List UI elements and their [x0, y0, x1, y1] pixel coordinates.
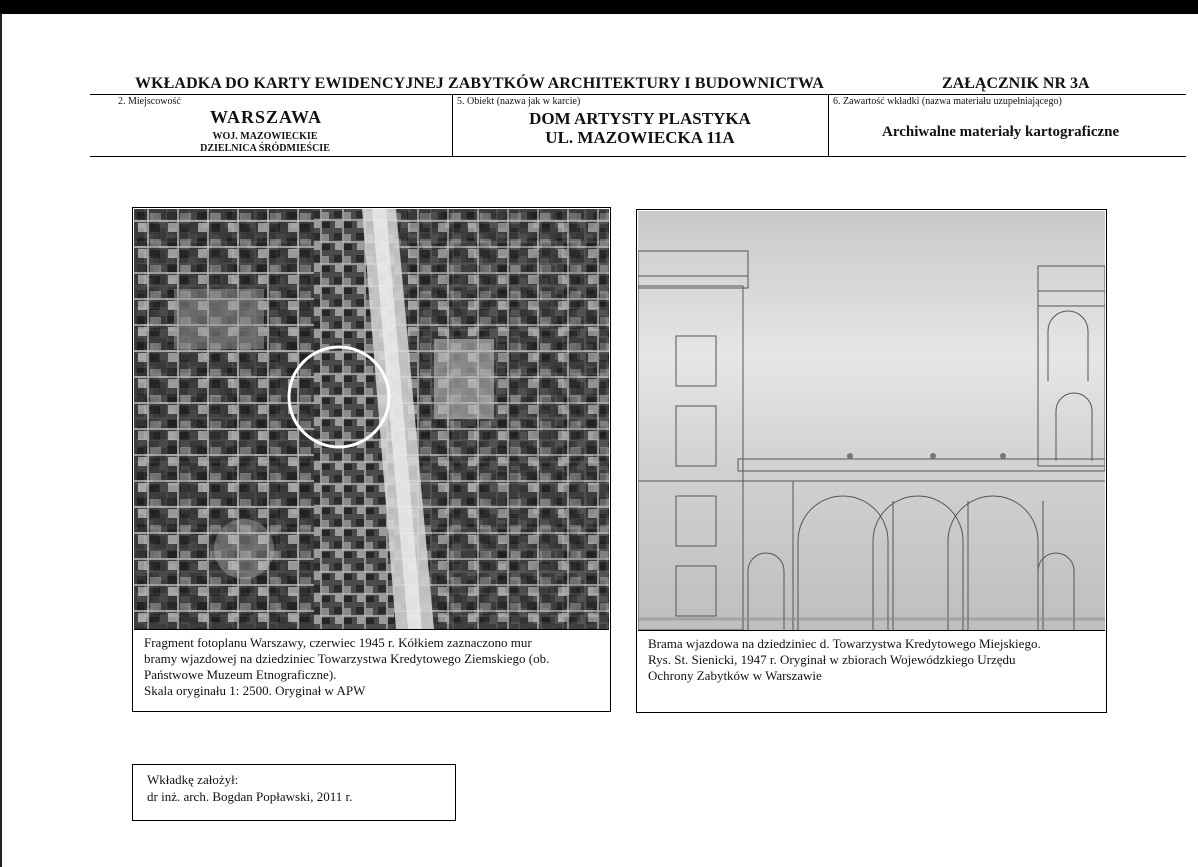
header-divider-2 [828, 94, 829, 156]
header-rule-top [90, 94, 1186, 95]
object-address: UL. MAZOWIECKA 11A [545, 128, 735, 147]
architectural-drawing [638, 211, 1105, 631]
author-box [132, 764, 456, 821]
voivodeship: WOJ. MAZOWIECKIE [212, 131, 318, 142]
aerial-caption-line-1: Fragment fotoplanu Warszawy, czerwiec 1945 r. Kółkiem zaznaczono mur [144, 635, 532, 650]
drawing-caption-line-3: Ochrony Zabytków w Warszawie [648, 668, 822, 683]
aerial-caption-line-2: bramy wjazdowej na dziedziniec Towarzystwa Kredytowego Ziemskiego (ob. [144, 651, 550, 666]
city-name: WARSZAWA [210, 107, 323, 127]
scan-left-border [0, 14, 2, 867]
object-label: 5. Obiekt (nazwa jak w karcie) [457, 96, 581, 107]
scan-top-border [0, 0, 1198, 14]
author-label: Wkładkę założył: [147, 772, 239, 787]
document-title: WKŁADKA DO KARTY EWIDENCYJNEJ ZABYTKÓW ARCHITEKTURY I BUDOWNICTWA [135, 75, 824, 92]
drawing-caption-line-2: Rys. St. Sienicki, 1947 r. Oryginał w zbiorach Wojewódzkiego Urzędu [648, 652, 1016, 667]
annex-number: ZAŁĄCZNIK NR 3A [942, 75, 1090, 92]
location-label: 2. Miejscowość [118, 96, 181, 107]
header-rule-bottom [90, 156, 1186, 157]
aerial-caption-line-4: Skala oryginału 1: 2500. Oryginał w APW [144, 683, 366, 698]
header-divider-1 [452, 94, 453, 156]
insert-content: Archiwalne materiały kartograficzne [882, 124, 1120, 140]
aerial-caption-line-3: Państwowe Muzeum Etnograficzne). [144, 667, 337, 682]
insert-label: 6. Zawartość wkładki (nazwa materiału uzupełniającego) [833, 96, 1062, 107]
aerial-photo [134, 209, 609, 630]
district: DZIELNICA ŚRÓDMIEŚCIE [200, 143, 330, 154]
drawing-caption-line-1: Brama wjazdowa na dziedziniec d. Towarzystwa Kredytowego Miejskiego. [648, 636, 1041, 651]
object-name: DOM ARTYSTY PLASTYKA [529, 109, 751, 128]
author-name: dr inż. arch. Bogdan Popławski, 2011 r. [147, 789, 353, 804]
